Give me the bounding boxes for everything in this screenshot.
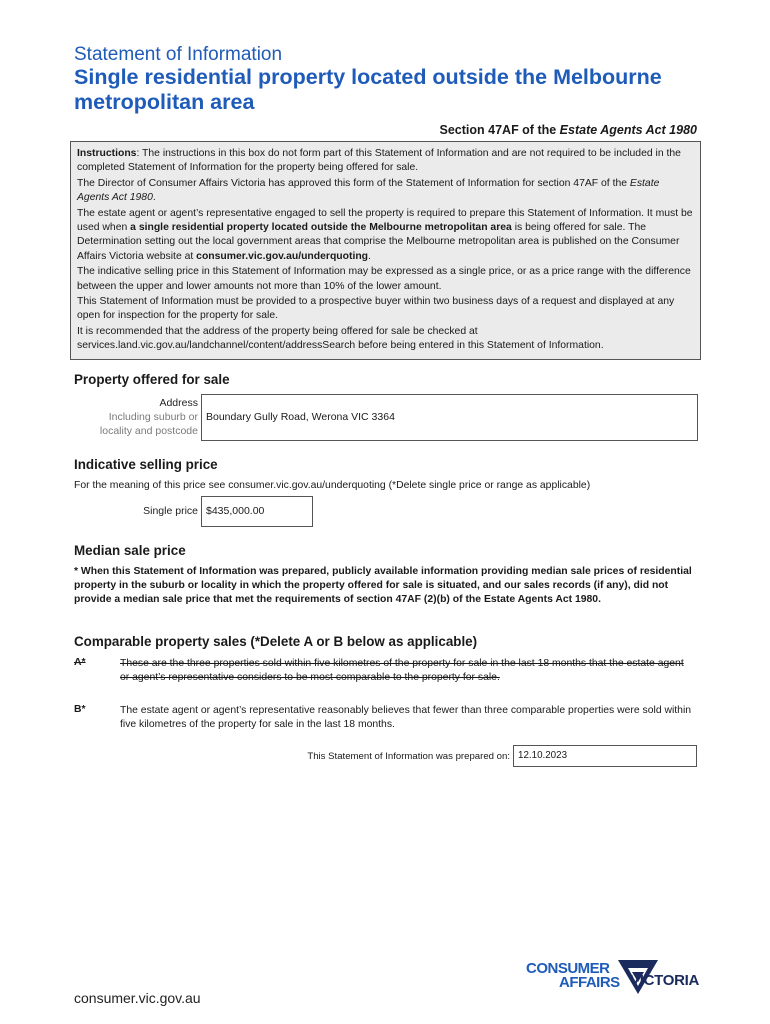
section-ref-prefix: Section 47AF of the xyxy=(439,123,560,137)
instructions-p3a: The estate agent or agent’s representative engaged to sell the property is required to prepare this Statement of Information. It must be used when xyxy=(77,207,693,234)
logo-brand: VICTORIA xyxy=(630,972,699,989)
instructions-price-range: The indicative selling price in this Statement of Information may be expressed as a single price, or as a price range with the difference between the upper and lower amounts not more than 10% of the lower amount. xyxy=(77,266,691,292)
comparable-heading: Comparable property sales (*Delete A or B below as applicable) xyxy=(74,634,478,649)
option-b-text: The estate agent or agent’s representative reasonably believes that fewer than three comparable properties were sold within five kilometres of the property for sale in the last 18 months. xyxy=(120,705,692,731)
option-b-marker: B* xyxy=(74,704,86,715)
address-field[interactable]: Boundary Gully Road, Werona VIC 3364 xyxy=(201,394,698,441)
document-type: Statement of Information xyxy=(74,44,283,65)
option-a-text: These are the three properties sold within five kilometres of the property for sale in the last 18 months that the estate agent or agent’s representative considers to be most comparable to the property for sale. xyxy=(120,658,684,684)
instructions-approval xyxy=(77,177,694,206)
price-note: For the meaning of this price see consumer.vic.gov.au/underquoting (*Delete single price or range as applicable) xyxy=(74,480,591,491)
option-a-marker: A* xyxy=(74,657,86,668)
prepared-label: This Statement of Information was prepared on: xyxy=(307,751,510,762)
instructions-p2-act: Estate Agents Act 1980 xyxy=(77,177,660,204)
page-title: Single residential property located outside the Melbourne metropolitan area xyxy=(74,65,662,114)
consumer-affairs-victoria-logo xyxy=(526,958,706,1008)
property-heading: Property offered for sale xyxy=(74,372,230,387)
single-price-label: Single price xyxy=(143,505,198,517)
instructions-p3c: . xyxy=(368,250,371,262)
address-label: Address xyxy=(159,397,198,409)
prepared-date-field[interactable]: 12.10.2023 xyxy=(513,745,697,767)
instructions-p2b: . xyxy=(152,192,156,204)
single-price-field[interactable]: $435,000.00 xyxy=(201,496,313,527)
price-heading: Indicative selling price xyxy=(74,457,218,472)
instructions-provide: This Statement of Information must be provided to a prospective buyer within two business days of a request and displayed at any open for inspection for the property for sale. xyxy=(77,296,675,322)
instructions-p1: : The instructions in this box do not form part of this Statement of Information and are not required to be included in the completed Statement of Information for the property being offered for sale. xyxy=(77,148,681,174)
underquoting-link[interactable]: consumer.vic.gov.au/underquoting xyxy=(196,250,369,262)
instructions-box xyxy=(70,141,701,360)
address-hint-2: locality and postcode xyxy=(99,425,198,437)
footer-url[interactable]: consumer.vic.gov.au xyxy=(74,990,201,1006)
median-heading: Median sale price xyxy=(74,543,186,558)
median-statement: * When this Statement of Information was prepared, publicly available information providing median sale prices of residential property in the suburb or locality in which the property offered for sale is situated, and our sales records (if any), did not provide a median sale price that met the requirements of section 47AF (2)(b) of the Estate Agents Act 1980. xyxy=(74,566,692,606)
instructions-address-check: It is recommended that the address of the property being offered for sale be checked at services.land.vic.gov.au/landchannel/content/addressSearch before being entered in this Statement of Information. xyxy=(77,325,604,352)
logo-line-1: CONSUMER xyxy=(526,960,610,977)
instructions-intro xyxy=(77,147,694,176)
address-hint-1: Including suburb or xyxy=(108,411,198,423)
section-ref-act: Estate Agents Act 1980 xyxy=(559,123,697,137)
instructions-p3b: is being offered for sale. The Determination setting out the local government areas that comprise the Melbourne metropolitan area is published on the Consumer Affairs Victoria website at xyxy=(77,222,680,262)
instructions-p2a: The Director of Consumer Affairs Victoria has approved this form of the Statement of Information for section 47AF of the xyxy=(77,177,630,189)
section-reference xyxy=(440,123,697,137)
logo-line-2: AFFAIRS xyxy=(559,974,620,991)
address-label-group xyxy=(70,396,198,438)
instructions-p3-bold: a single residential property located outside the Melbourne metropolitan area xyxy=(130,222,512,234)
instructions-lead: Instructions xyxy=(77,148,137,159)
instructions-usage xyxy=(77,207,694,265)
